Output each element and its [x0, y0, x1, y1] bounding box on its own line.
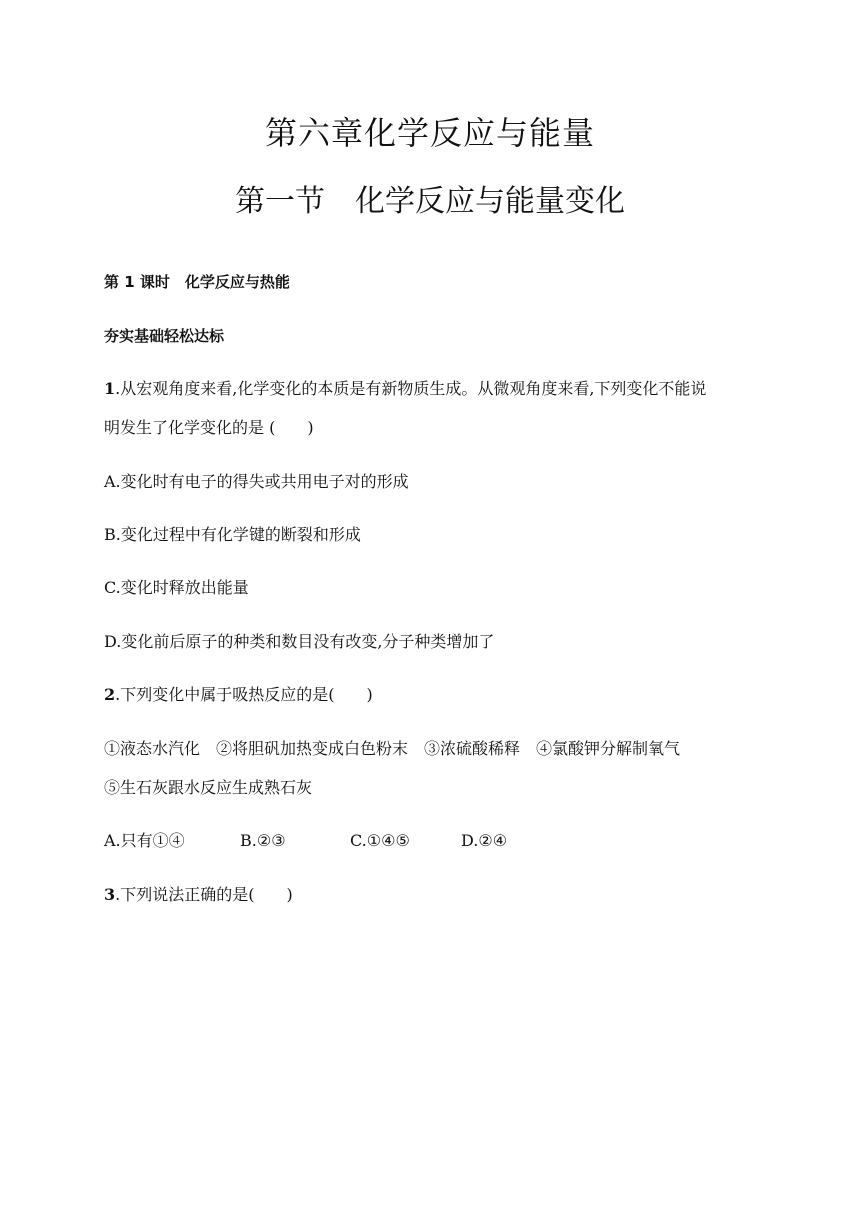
section-title: 第一节 化学反应与能量变化	[235, 184, 625, 219]
question-1-option-a: A.变化时有电子的得失或共用电子对的形成	[104, 472, 409, 491]
question-2-stem	[104, 685, 373, 705]
question-1-stem-line2: 明发生了化学变化的是 ( )	[104, 418, 314, 437]
question-text: .下列说法正确的是( )	[115, 885, 293, 904]
question-1-option-d: D.变化前后原子的种类和数目没有改变,分子种类增加了	[104, 632, 495, 651]
question-2-option-c: C.①④⑤	[350, 831, 410, 850]
question-number: 1	[104, 379, 116, 398]
question-2-option-d: D.②④	[461, 831, 508, 850]
question-1-stem-line1	[104, 379, 706, 399]
question-2-option-a: A.只有①④	[104, 831, 185, 850]
question-text: .从宏观角度来看,化学变化的本质是有新物质生成。从微观角度来看,下列变化不能说	[115, 379, 707, 398]
question-3-stem	[104, 885, 293, 905]
chapter-title: 第六章化学反应与能量	[264, 114, 595, 152]
question-number: 3	[104, 885, 116, 904]
question-2-items-line1: ①液态水汽化 ②将胆矾加热变成白色粉末 ③浓硫酸稀释 ④氯酸钾分解制氧气	[104, 739, 681, 758]
question-text: .下列变化中属于吸热反应的是( )	[115, 685, 373, 704]
question-1-option-c: C.变化时释放出能量	[104, 578, 249, 597]
question-number: 2	[104, 685, 116, 704]
lesson-title: 第 1 课时 化学反应与热能	[104, 273, 290, 291]
question-2-items-line2: ⑤生石灰跟水反应生成熟石灰	[104, 778, 313, 797]
question-1-option-b: B.变化过程中有化学键的断裂和形成	[104, 525, 361, 544]
question-2-option-b: B.②③	[240, 831, 286, 850]
subsection-title: 夯实基础轻松达标	[104, 327, 225, 345]
